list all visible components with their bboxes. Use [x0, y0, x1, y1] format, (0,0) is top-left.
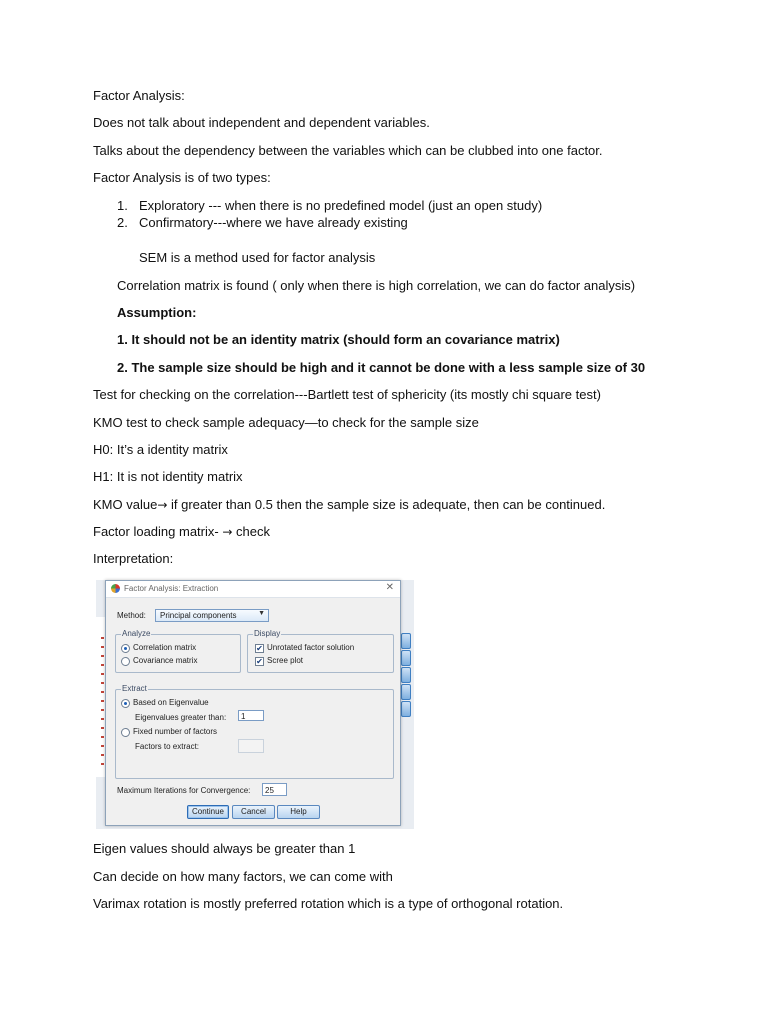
extract-group	[115, 684, 394, 779]
radio-covariance-matrix[interactable]	[121, 657, 130, 666]
text-line: H1: It is not identity matrix	[93, 469, 243, 484]
assumption-item: 2. The sample size should be high and it cannot be done with a less sample size of 30	[117, 360, 646, 375]
spss-screenshot	[96, 577, 414, 829]
list-number: 1.	[117, 198, 128, 213]
arrow-right-icon: →	[157, 498, 168, 512]
analyze-legend: Analyze	[122, 629, 151, 638]
checkbox-label: Scree plot	[267, 656, 304, 665]
spss-app-icon	[111, 584, 120, 593]
background-button	[401, 667, 411, 683]
assumption-item: 1. It should not be an identity matrix (should form an covariance matrix)	[117, 332, 560, 347]
text-line: Correlation matrix is found ( only when there is high correlation, we can do factor analysis)	[117, 278, 636, 293]
kmo-text-rest: if greater than 0.5 then the sample size is adequate, then can be continued.	[167, 497, 606, 512]
radio-based-on-eigenvalue[interactable]	[121, 699, 130, 708]
heading-factor-analysis: Factor Analysis:	[93, 88, 185, 103]
radio-label: Based on Eigenvalue	[133, 698, 209, 707]
extraction-dialog	[105, 580, 401, 826]
checkbox-scree-plot[interactable]: ✔	[256, 657, 263, 666]
loading-line	[93, 524, 270, 540]
method-value: Principal components	[160, 611, 237, 620]
method-label: Method:	[117, 611, 146, 620]
factors-input[interactable]	[238, 739, 264, 753]
background-row-markers	[101, 637, 104, 767]
text-line: SEM is a method used for factor analysis	[139, 250, 376, 265]
continue-button[interactable]: Continue	[187, 805, 229, 819]
background-button	[401, 650, 411, 666]
text-line: Varimax rotation is mostly preferred rotation which is a type of orthogonal rotation.	[93, 896, 564, 911]
text-line: Can decide on how many factors, we can come with	[93, 869, 393, 884]
text-line: Eigen values should always be greater than 1	[93, 841, 356, 856]
text-line: Talks about the dependency between the variables which can be clubbed into one factor.	[93, 143, 603, 158]
text-line: H0: It’s a identity matrix	[93, 442, 228, 457]
extract-legend: Extract	[122, 684, 147, 693]
loading-text: Factor loading matrix-	[93, 524, 223, 539]
method-select[interactable]	[155, 609, 269, 622]
dialog-title: Factor Analysis: Extraction	[124, 584, 219, 593]
background-button	[401, 633, 411, 649]
eigenvalue-input[interactable]: 1	[238, 710, 264, 721]
background-button	[401, 701, 411, 717]
text-line: Factor Analysis is of two types:	[93, 170, 271, 185]
radio-label: Fixed number of factors	[133, 727, 218, 736]
assumption-heading: Assumption:	[117, 305, 197, 320]
list-item-confirmatory: Confirmatory---where we have already existing	[139, 215, 408, 230]
text-line: KMO test to check sample adequacy—to check for the sample size	[93, 415, 479, 430]
loading-text-rest: check	[232, 524, 270, 539]
radio-fixed-number[interactable]	[121, 728, 130, 737]
kmo-text: KMO value	[93, 497, 158, 512]
radio-label: Correlation matrix	[133, 643, 197, 652]
radio-correlation-matrix[interactable]	[121, 644, 130, 653]
chevron-down-icon: ▼	[258, 610, 265, 617]
close-icon[interactable]: ✕	[385, 582, 394, 593]
analyze-group	[115, 629, 241, 673]
display-legend: Display	[254, 629, 281, 638]
factors-label: Factors to extract:	[135, 742, 200, 751]
arrow-right-icon: →	[222, 525, 233, 539]
eigen-label: Eigenvalues greater than:	[135, 713, 227, 722]
interpretation-heading: Interpretation:	[93, 551, 174, 566]
list-item-exploratory: Exploratory --- when there is no predefined model (just an open study)	[139, 198, 543, 213]
help-button[interactable]: Help	[277, 805, 320, 819]
list-number: 2.	[117, 215, 128, 230]
text-line: Test for checking on the correlation---Bartlett test of sphericity (its mostly chi square test)	[93, 387, 601, 402]
radio-label: Covariance matrix	[133, 656, 198, 665]
checkbox-label: Unrotated factor solution	[267, 643, 355, 652]
text-line: Does not talk about independent and dependent variables.	[93, 115, 430, 130]
background-button	[401, 684, 411, 700]
display-group	[247, 629, 394, 673]
checkbox-unrotated-solution[interactable]: ✔	[256, 644, 263, 653]
max-iterations-input[interactable]: 25	[262, 783, 287, 796]
max-iterations-label: Maximum Iterations for Convergence:	[117, 786, 251, 795]
dialog-titlebar	[106, 581, 400, 598]
kmo-line	[93, 497, 605, 513]
cancel-button[interactable]: Cancel	[232, 805, 275, 819]
